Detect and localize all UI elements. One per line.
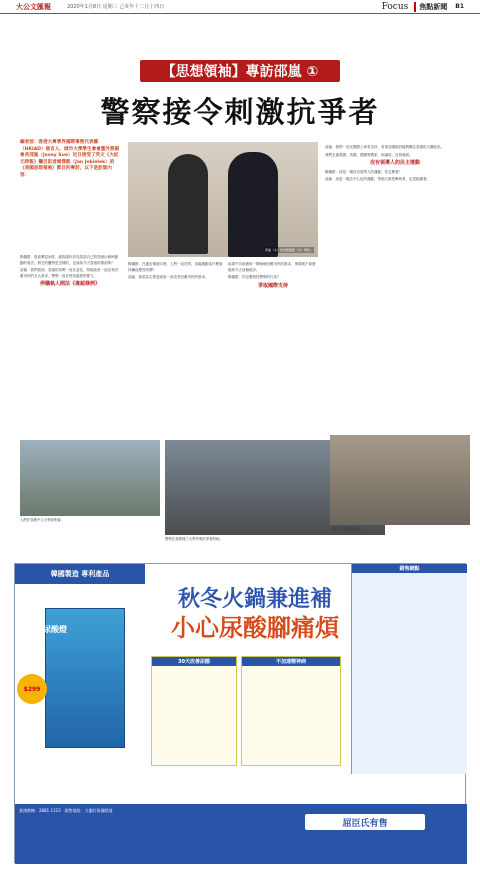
panel-heading: 不加速精神病 (242, 657, 340, 666)
paragraph: 邵嵐：這是一場去中心化的運動，每個人都是參與者，也是組織者。 (325, 177, 430, 182)
section-category: 焦點新聞 (414, 2, 447, 12)
photo-caption: 人們在香港街頭集會。 (330, 527, 364, 531)
panel-heading: 銷售網點 (352, 564, 467, 573)
subheading: 爭取國際支持 (257, 282, 288, 289)
campus-photo (20, 440, 160, 516)
ad-footer (15, 804, 467, 864)
photo-caption: 人們在香港中文大學前集會。 (20, 518, 65, 522)
subheading: 停職執人開法《違認條例》 (39, 281, 100, 288)
subheading: 沒有領導人的民主運動 (369, 160, 420, 167)
rally-photo (330, 435, 470, 525)
section-title: Focus (381, 1, 409, 12)
ad-sidebar (351, 564, 467, 774)
masthead: 大公文匯報 (16, 1, 51, 11)
ad-subtitle: 小心尿酸腳痛煩 (171, 614, 339, 642)
paragraph: 楊傑凱：在過去幾個月裡，人們一直在問，這場運動為什麼會持續這麼長時間？ (128, 262, 223, 272)
paragraph: 如果中共和港府一開始就回應市民的訴求，事情就不會發展到今天這個地步。 (228, 262, 316, 272)
ad-panel (241, 656, 341, 766)
ad-contact: 查詢熱線：2881 1123 銷售地址：九龍旺角彌敦道 (19, 808, 113, 813)
paragraph: 楊傑凱：這是一場沒有領導人的運動，你怎麼看？ (325, 169, 402, 174)
series-banner: 【思想領袖】專訪邵嵐 ① (140, 60, 340, 82)
interview-photo (128, 142, 318, 257)
photo-caption: 邵嵐（左）接受楊傑凱（右）專訪。 (264, 248, 313, 252)
ad-badge: 韓國製造 專利產品 (15, 564, 145, 584)
ad-title: 秋冬火鍋兼進補 (177, 587, 332, 612)
paragraph: 楊傑凱：很高興見到你，能夠請你首先談談自己對香港反修例運動的看法，對它的觀察是怎樣的，也談談今天香港的情況嗎？ (20, 255, 118, 265)
article-column-4 (325, 145, 465, 425)
article-column-2 (128, 262, 223, 432)
paragraph: 我們去過美國、英國、德國等國家，和議員、官員會面。 (325, 152, 413, 157)
page-header (0, 0, 480, 14)
issue-date: 2020年1月8日 星期三 己亥年十二月十四日 (67, 4, 165, 10)
ad-panel (151, 656, 237, 766)
article-column-1 (20, 255, 120, 435)
headline: 警察接令刺激抗爭者 (100, 95, 380, 129)
product-name: 尿酸燈 (43, 625, 67, 634)
lede-paragraph: 編者按：香港大專學界國際事務代表團（HKIAD）發言人、城市大學學生會會董外務副會長邵嵐（Josey Sue）近日接受了英文《大紀元時報》欄目記者楊傑凱（Jan Jekielek）的《美國思想領袖》節目的專訪，以下是訪談內容： (20, 140, 120, 178)
advertisement (14, 563, 466, 863)
panel-heading: 30天改善尿酸 (152, 657, 236, 666)
article-column-3 (228, 262, 318, 432)
person-silhouette (168, 154, 208, 254)
page-number: B1 (455, 3, 464, 10)
paragraph: 楊傑凱：你怎麼看待警察的行為？ (228, 275, 281, 280)
photo-caption: 警察在香港理工大學外與抗爭者對峙。 (165, 537, 223, 541)
price-badge: $299 (17, 674, 47, 704)
paragraph: 邵嵐：我認為主要是政府一直沒有回應市民的訴求。 (128, 275, 209, 280)
ad-cta: 屈臣氏有售 (305, 814, 425, 830)
paragraph: 邵嵐：我們一直在國際上尋求支持，希望各國政府能夠關注香港的人權狀況。 (325, 145, 444, 149)
paragraph: 邵嵐：我們看到，香港的局勢一直在惡化，特區政府一直沒有回應市民的五大訴求，警察一直在使用過度的暴力。 (20, 268, 118, 278)
person-silhouette (228, 152, 278, 257)
